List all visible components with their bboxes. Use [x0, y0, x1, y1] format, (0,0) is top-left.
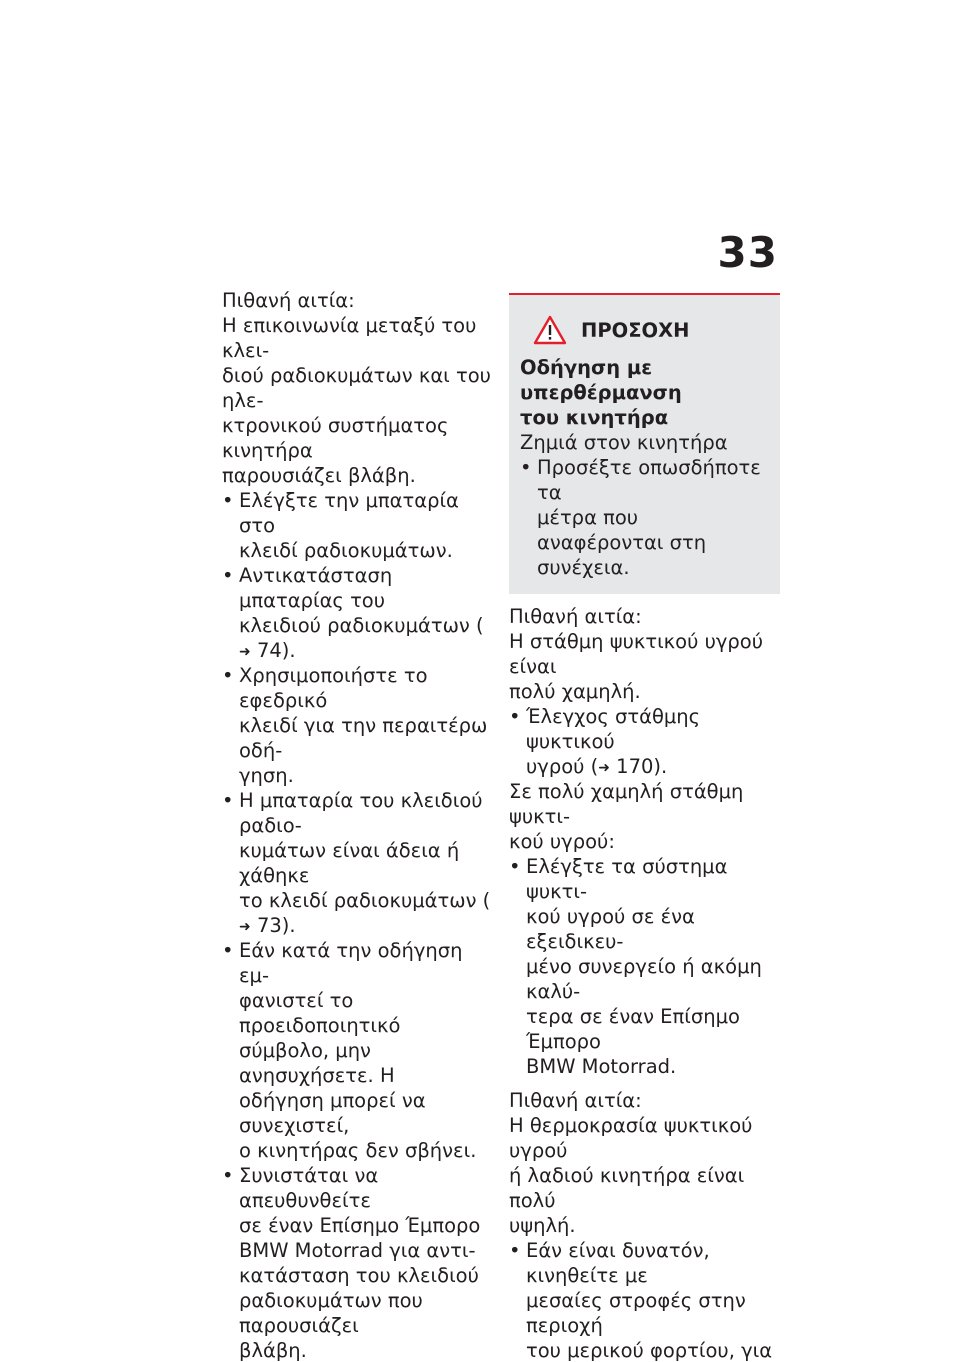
- bullet-dot: •: [222, 789, 234, 812]
- bullet-line: Εάν είναι δυνατόν, κινηθείτε με: [526, 1239, 710, 1287]
- caution-box: [509, 293, 780, 594]
- cause-text-line: υψηλή.: [509, 1214, 576, 1237]
- caution-text: Ζημιά στον κινητήρα: [520, 431, 728, 454]
- bullet-dot: •: [222, 1164, 234, 1187]
- bullet-item: [222, 563, 494, 663]
- bullet-line-with-ref: [239, 613, 494, 663]
- bullet-line: μέτρα που αναφέρονται στη: [537, 506, 707, 554]
- bullet-line: κλειδιού ραδιοκυμάτων (: [239, 614, 484, 637]
- cause-text-line: Η στάθμη ψυκτικού υγρού είναι: [509, 630, 764, 678]
- bullet-line: BMW Motorrad.: [526, 1055, 677, 1078]
- left-column: [222, 288, 494, 1362]
- cause-label: Πιθανή αιτία:: [222, 289, 355, 312]
- bullet-dot: •: [520, 456, 532, 479]
- bullet-line: του μερικού φορτίου, για: [526, 1339, 773, 1362]
- warning-triangle-icon: [533, 315, 567, 345]
- bullet-line: κλειδί για την περαιτέρω οδή-: [239, 714, 488, 762]
- bullet-line: μεσαίες στροφές στην περιοχή: [526, 1289, 746, 1337]
- cause-label: Πιθανή αιτία:: [509, 1089, 642, 1112]
- bullet-line: Χρησιμοποιήστε το εφεδρικό: [239, 664, 428, 712]
- cause-text-line: πολύ χαμηλή.: [509, 680, 641, 703]
- bullet-line: κλειδί ραδιοκυμάτων.: [239, 539, 453, 562]
- bullet-line: Αντικατάσταση μπαταρίας του: [239, 564, 393, 612]
- cause-text-line: Η επικοινωνία μεταξύ του κλει-: [222, 314, 477, 362]
- cause-label: Πιθανή αιτία:: [509, 605, 642, 628]
- bullet-line: Έλεγχος στάθμης ψυκτικού: [526, 705, 701, 753]
- cause-text-line: κού υγρού:: [509, 830, 615, 853]
- bullet-line-with-ref: [239, 888, 494, 938]
- bullet-item: [222, 1163, 494, 1362]
- bullet-item: [222, 488, 494, 563]
- bullet-line: γηση.: [239, 764, 294, 787]
- bullet-line: σύμβολο, μην ανησυχήσετε. Η: [239, 1039, 395, 1087]
- cause-text-line: Σε πολύ χαμηλή στάθμη ψυκτι-: [509, 780, 744, 828]
- bullet-line-with-ref: [526, 754, 780, 779]
- bullet-line: Εάν κατά την οδήγηση εμ-: [239, 939, 463, 987]
- cause-text-line: διού ραδιοκυμάτων και του ηλε-: [222, 364, 491, 412]
- heading-line: του κινητήρα: [520, 406, 669, 429]
- caution-title: [520, 309, 770, 351]
- caution-label: ΠΡΟΣΟΧΗ: [581, 318, 690, 342]
- bullet-line: υγρού (: [526, 755, 599, 778]
- page-reference-arrow-icon: ➜: [239, 919, 251, 935]
- bullet-dot: •: [222, 939, 234, 962]
- bullet-item: [509, 854, 780, 1079]
- bullet-item: [520, 455, 770, 580]
- page-number: 33: [717, 228, 778, 277]
- bullet-line: ο κινητήρας δεν σβήνει.: [239, 1139, 477, 1162]
- heading-line: Οδήγηση με υπερθέρμανση: [520, 356, 682, 404]
- bullet-line: τερα σε έναν Επίσημο Έμπορο: [526, 1005, 740, 1053]
- caution-heading: [520, 355, 770, 430]
- bullet-item: [509, 1238, 780, 1362]
- right-column: [509, 293, 780, 1362]
- bullet-item: [222, 938, 494, 1163]
- bullet-item: [222, 663, 494, 788]
- bullet-line: κατάσταση του κλειδιού: [239, 1264, 479, 1287]
- bullet-line: σε έναν Επίσημο Έμπορο: [239, 1214, 481, 1237]
- page-reference-arrow-icon: ➜: [598, 760, 610, 776]
- bullet-dot: •: [222, 664, 234, 687]
- cause-text-line: κτρονικού συστήματος κινητήρα: [222, 414, 449, 462]
- bullet-line: κυμάτων είναι άδεια ή χάθηκε: [239, 839, 460, 887]
- bullet-dot: •: [222, 564, 234, 587]
- bullet-item: [509, 704, 780, 779]
- bullet-line: το κλειδί ραδιοκυμάτων (: [239, 889, 491, 912]
- bullet-dot: •: [509, 1239, 521, 1262]
- bullet-line: Ελέγξτε τα σύστημα ψυκτι-: [526, 855, 728, 903]
- cause-text-line: παρουσιάζει βλάβη.: [222, 464, 416, 487]
- cause-text-line: ή λαδιού κινητήρα είναι πολύ: [509, 1164, 745, 1212]
- bullet-line: βλάβη.: [239, 1339, 307, 1362]
- bullet-dot: •: [509, 855, 521, 878]
- bullet-line: ραδιοκυμάτων που παρουσιάζει: [239, 1289, 423, 1337]
- bullet-line: Η μπαταρία του κλειδιού ραδιο-: [239, 789, 483, 837]
- bullet-line: Ελέγξτε την μπαταρία στο: [239, 489, 459, 537]
- bullet-line: μένο συνεργείο ή ακόμη καλύ-: [526, 955, 762, 1003]
- bullet-item: [222, 788, 494, 938]
- page-reference-arrow-icon: ➜: [239, 644, 251, 660]
- page-reference-link[interactable]: 73).: [256, 914, 296, 937]
- bullet-line: BMW Motorrad για αντι-: [239, 1239, 476, 1262]
- bullet-line: κού υγρού σε ένα εξειδικευ-: [526, 905, 695, 953]
- bullet-line: οδήγηση μπορεί να συνεχιστεί,: [239, 1089, 426, 1137]
- page-reference-link[interactable]: 170).: [616, 755, 668, 778]
- bullet-line: Προσέξτε οπωσδήποτε τα: [537, 456, 761, 504]
- bullet-line: συνέχεια.: [537, 556, 630, 579]
- page-reference-link[interactable]: 74).: [256, 639, 296, 662]
- bullet-line: Συνιστάται να απευθυνθείτε: [239, 1164, 379, 1212]
- bullet-dot: •: [222, 489, 234, 512]
- cause-text-line: Η θερμοκρασία ψυκτικού υγρού: [509, 1114, 753, 1162]
- bullet-line: φανιστεί το προειδοποιητικό: [239, 989, 401, 1037]
- bullet-dot: •: [509, 705, 521, 728]
